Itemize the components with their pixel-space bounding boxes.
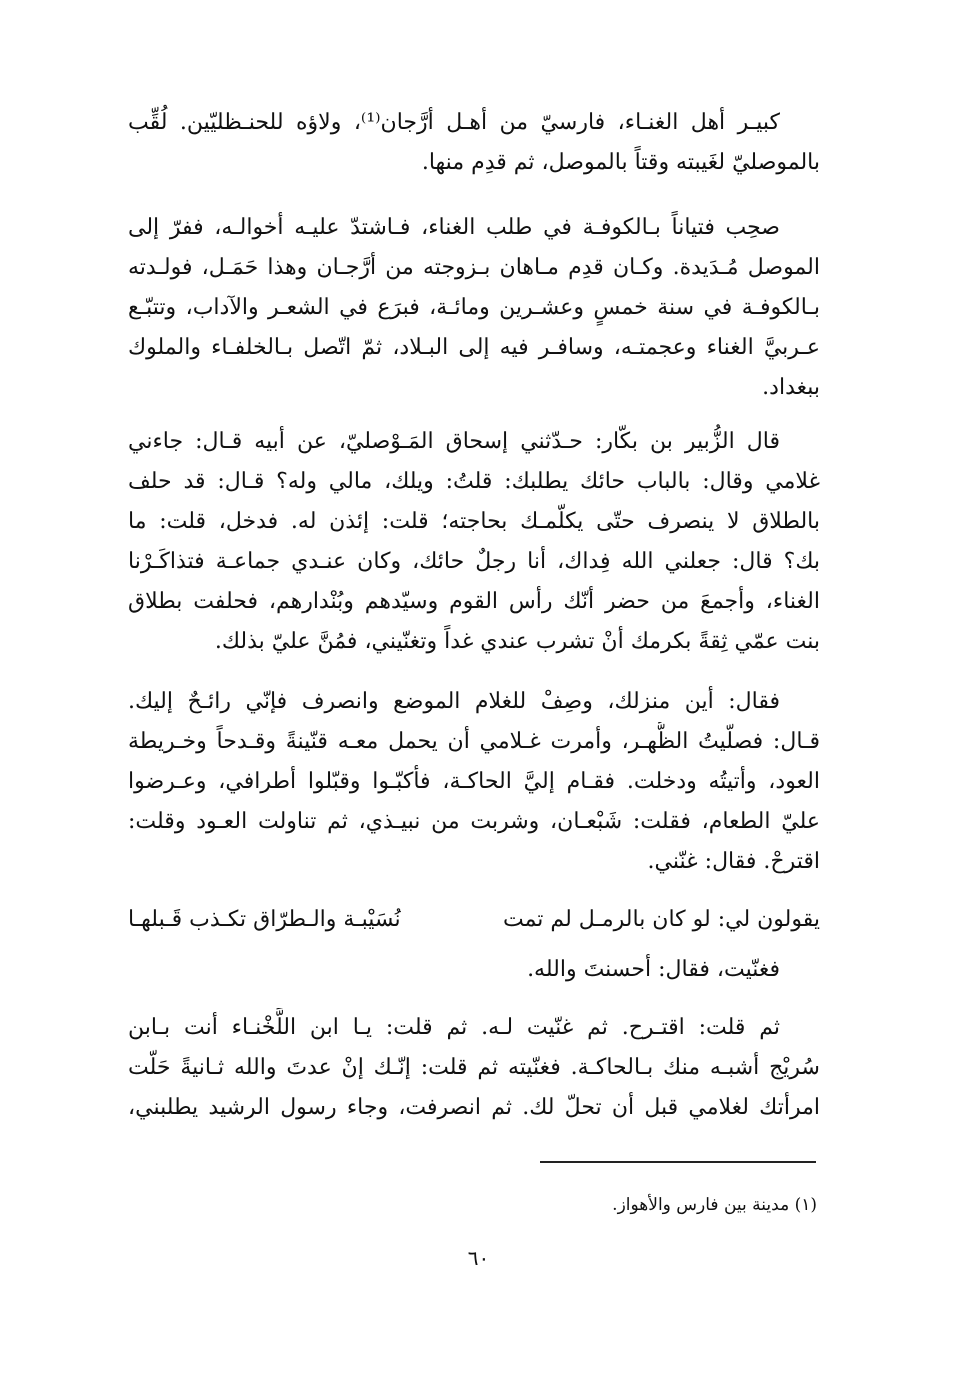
text-line: قـال: فصلّيتُ الظُّهـر، وأمرت غـلامي أن يحمل معـه قنّينةً وقـدحاً وخـريطة	[128, 729, 820, 754]
text-line: الموصل مُـدَيدة. وكـان قدِم مـاهان بـزوجته من أرَّجـان وهذا حَمَـل، فولـدته	[128, 255, 820, 280]
text-line: سُريْج أشبـه منك بـالحاكـة. فغنّيته ثم قلت: إنّـك إنْ عدتَ والله ثـانيةً حَلّت	[128, 1055, 820, 1080]
text-line: فقال: أين منزلك، وصِفْ للغلام الموضع وانصرف فإنّي رائـحٌ إليك.	[128, 689, 780, 714]
text-line: عـربيَّ الغناء وعجمتـه، وسافـر فيه إلى البـلاد، ثمّ اتّصل بـالخلفـاء والملوك	[128, 335, 820, 360]
text-line: قال الزُّبير بن بكّار: حـدّثني إسحاق المَـوْصليّ، عن أبيه قـال: جاءني	[128, 429, 780, 454]
footnote-divider	[540, 1161, 816, 1163]
text-line: بالموصليّ لغَيبته وقتاً بالموصل، ثم قدِم منها.	[421, 150, 820, 175]
paragraph-2	[128, 208, 820, 408]
text-line: بك؟ قال: جعلني الله فِداك، أنا رجلٌ حائك، وكان عنـدي جماعـة فتذاكَـرْنا	[128, 549, 820, 574]
paragraph-5	[128, 950, 820, 990]
text-line: العود، وأتيتُه ودخلت. فقـام إليَّ الحاكـة، فأكبّـوا وقبّلوا أطرافي، وعـرضوا	[128, 769, 820, 794]
text-line: بنت عمّي ثِقةً بكرمك أنْ تشرب عندي غداً وتغنّيني، فمُنَّ عليّ بذلك.	[214, 629, 820, 654]
footnote: (١) مدينة بين فارس والأهواز.	[612, 1195, 817, 1215]
text-line: عليّ الطعام، فقلت: شَبْعـان، وشربت من نبيـذي، ثم تناولت العـود وقلت:	[128, 809, 820, 834]
text-line: فغنّيت، فقال: أحسنتَ والله.	[527, 957, 780, 982]
verse-second-hemistich: نُسَيْبـة والـطرّاق تكـذب قَـبلهـا	[128, 907, 401, 932]
text-line: ثم قلت: اقتـرح. ثم غنّيت لـه. ثم قلت: يـا ابن اللَّخْنـاء أنت بـابن	[128, 1015, 780, 1040]
text-line: بالطلاق لا ينصرف حتّى يكلّمـك بحاجته؛ قلت: إئذن له. فدخل، قلت: ما	[128, 509, 820, 534]
text-line: بـالكوفـة في سنة خمسٍ وعشـرين ومائـة، فبرَع في الشعـر والآداب، وتتبّـع	[128, 295, 820, 320]
paragraph-1	[128, 103, 820, 183]
paragraph-6	[128, 1008, 820, 1128]
paragraph-3	[128, 422, 820, 662]
text-line: غلامي وقال: بالباب حائك يطلبك: قلتُ: ويلك، مالي وله؟ قـال: قد حلف	[128, 469, 820, 494]
page-number: ٦٠	[467, 1246, 490, 1270]
poem-verse	[128, 900, 820, 940]
text-line: الغناء، وأجمعَ من حضر أنّك رأس القوم وسيّدهم وبُنْدارهم، فحلفت بطلاق	[128, 589, 820, 614]
text-line: امرأتك لغلامي قبل أن تحلّ لك. ثم انصرفت، وجاء رسول الرشيد يطلبني،	[128, 1095, 820, 1120]
text-line: ببغداد.	[762, 375, 820, 400]
paragraph-4	[128, 682, 820, 882]
text-line: اقترحْ. فقال: غنّني.	[647, 849, 820, 874]
verse-first-hemistich: يقولون لي: لو كان بالرمـل لم تمت	[502, 907, 820, 932]
text-line: صحِب فتياناً بـالكوفـة في طلب الغناء، فـاشتدّ عليـه أخوالـه، ففرّ إلى	[128, 215, 780, 240]
text-line: كبيـر أهل الغنـاء، فارسيّ من أهـل أرَّجان⁽¹⁾، ولاؤه للحنـظليّين. لُقِّب	[128, 110, 780, 135]
